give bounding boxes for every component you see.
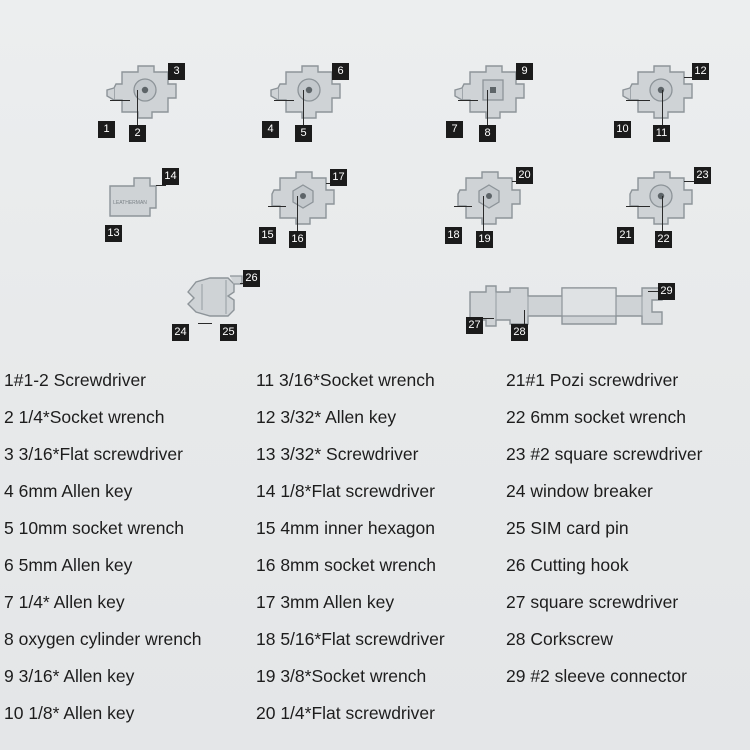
callout-27: 27: [466, 317, 483, 334]
leader-line: [198, 323, 212, 324]
callout-13: 13: [105, 225, 122, 242]
svg-text:LEATHERMAN: LEATHERMAN: [113, 200, 147, 206]
leader-line: [662, 90, 663, 128]
corkscrew-icon: [466, 278, 670, 336]
leader-line: [626, 100, 650, 101]
legend-item: 2 1/4*Socket wrench: [4, 407, 165, 427]
leader-line: [458, 100, 478, 101]
leader-line: [110, 100, 130, 101]
leader-line: [524, 310, 525, 324]
legend-item: 1#1-2 Screwdriver: [4, 370, 146, 390]
legend-item: 13 3/32* Screwdriver: [256, 444, 419, 464]
leader-line: [626, 206, 650, 207]
callout-8: 8: [479, 125, 496, 142]
callout-26: 26: [243, 270, 260, 287]
legend-item: 4 6mm Allen key: [4, 481, 133, 501]
legend-item: 10 1/8* Allen key: [4, 703, 135, 723]
leader-line: [274, 100, 294, 101]
legend-item: 17 3mm Allen key: [256, 592, 395, 612]
tool-corkscrew-assembly: [466, 278, 670, 336]
legend-item: 14 1/8*Flat screwdriver: [256, 481, 435, 501]
callout-7: 7: [446, 121, 463, 138]
legend-item: 9 3/16* Allen key: [4, 666, 135, 686]
legend-column-2: [256, 362, 504, 732]
legend-item: 12 3/32* Allen key: [256, 407, 397, 427]
leader-line: [483, 196, 484, 232]
legend-item: 26 Cutting hook: [506, 555, 629, 575]
legend-item: 20 1/4*Flat screwdriver: [256, 703, 435, 723]
legend-item: 24 window breaker: [506, 481, 653, 501]
callout-9: 9: [516, 63, 533, 80]
callout-24: 24: [172, 324, 189, 341]
callout-4: 4: [262, 121, 279, 138]
leader-line: [662, 196, 663, 232]
legend-item: 19 3/8*Socket wrench: [256, 666, 427, 686]
legend-item: 23 #2 square screwdriver: [506, 444, 703, 464]
tool-diagram: [0, 0, 750, 362]
callout-10: 10: [614, 121, 631, 138]
callout-29: 29: [658, 283, 675, 300]
leader-line: [454, 206, 472, 207]
callout-3: 3: [168, 63, 185, 80]
callout-12: 12: [692, 63, 709, 80]
leader-line: [297, 196, 298, 232]
callout-15: 15: [259, 227, 276, 244]
leader-line: [156, 185, 166, 186]
legend-item: 16 8mm socket wrench: [256, 555, 436, 575]
legend-item: 6 5mm Allen key: [4, 555, 133, 575]
leader-line: [303, 90, 304, 128]
callout-23: 23: [694, 167, 711, 184]
leader-line: [487, 90, 488, 128]
legend-item: 8 oxygen cylinder wrench: [4, 629, 202, 649]
callout-16: 16: [289, 231, 306, 248]
callout-14: 14: [162, 168, 179, 185]
callout-25: 25: [220, 324, 237, 341]
callout-11: 11: [653, 125, 670, 142]
legend-item: 7 1/4* Allen key: [4, 592, 125, 612]
leader-line: [268, 206, 286, 207]
legend-item: 11 3/16*Socket wrench: [256, 370, 435, 390]
callout-18: 18: [445, 227, 462, 244]
callout-2: 2: [129, 125, 146, 142]
callout-5: 5: [295, 125, 312, 142]
callout-28: 28: [511, 324, 528, 341]
legend-item: 29 #2 sleeve connector: [506, 666, 687, 686]
leader-line: [137, 90, 138, 128]
callout-20: 20: [516, 167, 533, 184]
legend-item: 15 4mm inner hexagon: [256, 518, 435, 538]
callout-22: 22: [655, 231, 672, 248]
legend: [0, 362, 750, 750]
legend-item: 22 6mm socket wrench: [506, 407, 686, 427]
legend-item: 18 5/16*Flat screwdriver: [256, 629, 445, 649]
legend-column-3: [506, 362, 750, 695]
legend-column-1: [4, 362, 254, 732]
callout-19: 19: [476, 231, 493, 248]
callout-17: 17: [330, 169, 347, 186]
legend-item: 3 3/16*Flat screwdriver: [4, 444, 183, 464]
legend-item: 21#1 Pozi screwdriver: [506, 370, 679, 390]
legend-item: 25 SIM card pin: [506, 518, 629, 538]
callout-1: 1: [98, 121, 115, 138]
leader-line: [482, 318, 494, 319]
callout-6: 6: [332, 63, 349, 80]
legend-item: 27 square screwdriver: [506, 592, 679, 612]
legend-item: 5 10mm socket wrench: [4, 518, 184, 538]
legend-item: 28 Corkscrew: [506, 629, 613, 649]
callout-21: 21: [617, 227, 634, 244]
